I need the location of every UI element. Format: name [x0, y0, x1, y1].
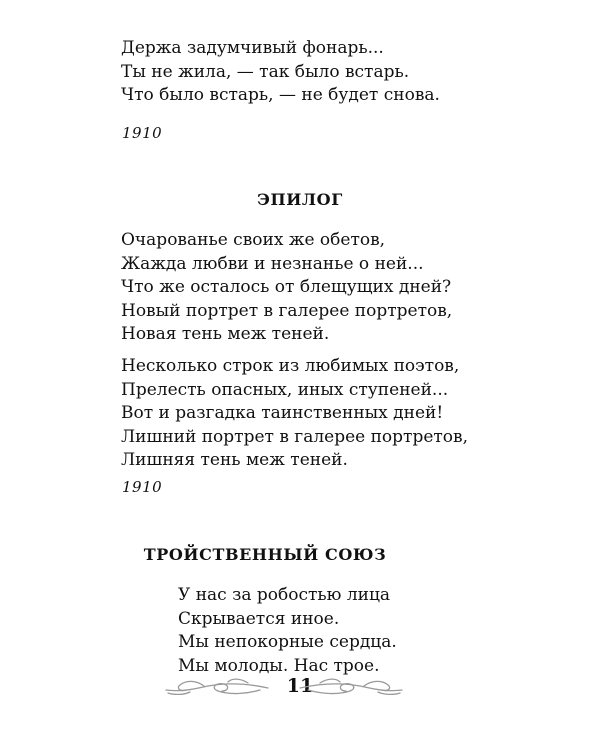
- poem-date: 1910: [122, 478, 163, 496]
- poem-line: Новый портрет в галерее портретов,: [121, 300, 453, 321]
- poem-line: Прелесть опасных, иных ступеней...: [121, 379, 449, 400]
- poem-line: Мы молоды. Нас трое.: [178, 655, 380, 676]
- poem-line: Несколько строк из любимых поэтов,: [121, 356, 460, 376]
- poem-line: Лишний портрет в галерее портретов,: [121, 426, 469, 447]
- stanza-epilog-2: [121, 355, 468, 473]
- poem-line: Что было встарь, — не будет снова.: [121, 85, 440, 105]
- stanza-top: [121, 37, 440, 108]
- poem-line: У нас за робостью лица: [178, 585, 391, 605]
- page-footer: [0, 672, 600, 702]
- poem-date: 1910: [122, 124, 163, 142]
- poem-line: Скрывается иное.: [178, 608, 340, 629]
- poem-line: Очарованье своих же обетов,: [121, 230, 386, 250]
- poem-line: Жажда любви и незнанье о ней...: [121, 253, 424, 274]
- stanza-epilog-1: [121, 229, 452, 347]
- poem-line: Мы непокорные сердца.: [178, 632, 397, 652]
- poem-line: Что же осталось от блещущих дней?: [121, 277, 452, 297]
- poem-title-troistvenny-soyuz: ТРОЙСТВЕННЫЙ СОЮЗ: [143, 545, 387, 564]
- poem-line: Новая тень меж теней.: [121, 324, 330, 344]
- poem-line: Вот и разгадка таинственных дней!: [121, 403, 444, 423]
- poem-line: Лишняя тень меж теней.: [121, 450, 348, 470]
- poem-line: Держа задумчивый фонарь...: [121, 38, 384, 58]
- poem-title-epilog: ЭПИЛОГ: [257, 190, 343, 209]
- right-ornament-icon: [298, 674, 408, 698]
- poem-line: Ты не жила, — так было встарь.: [121, 61, 410, 82]
- stanza-troistvenny-1: [178, 584, 397, 678]
- page-number: 11: [286, 675, 314, 697]
